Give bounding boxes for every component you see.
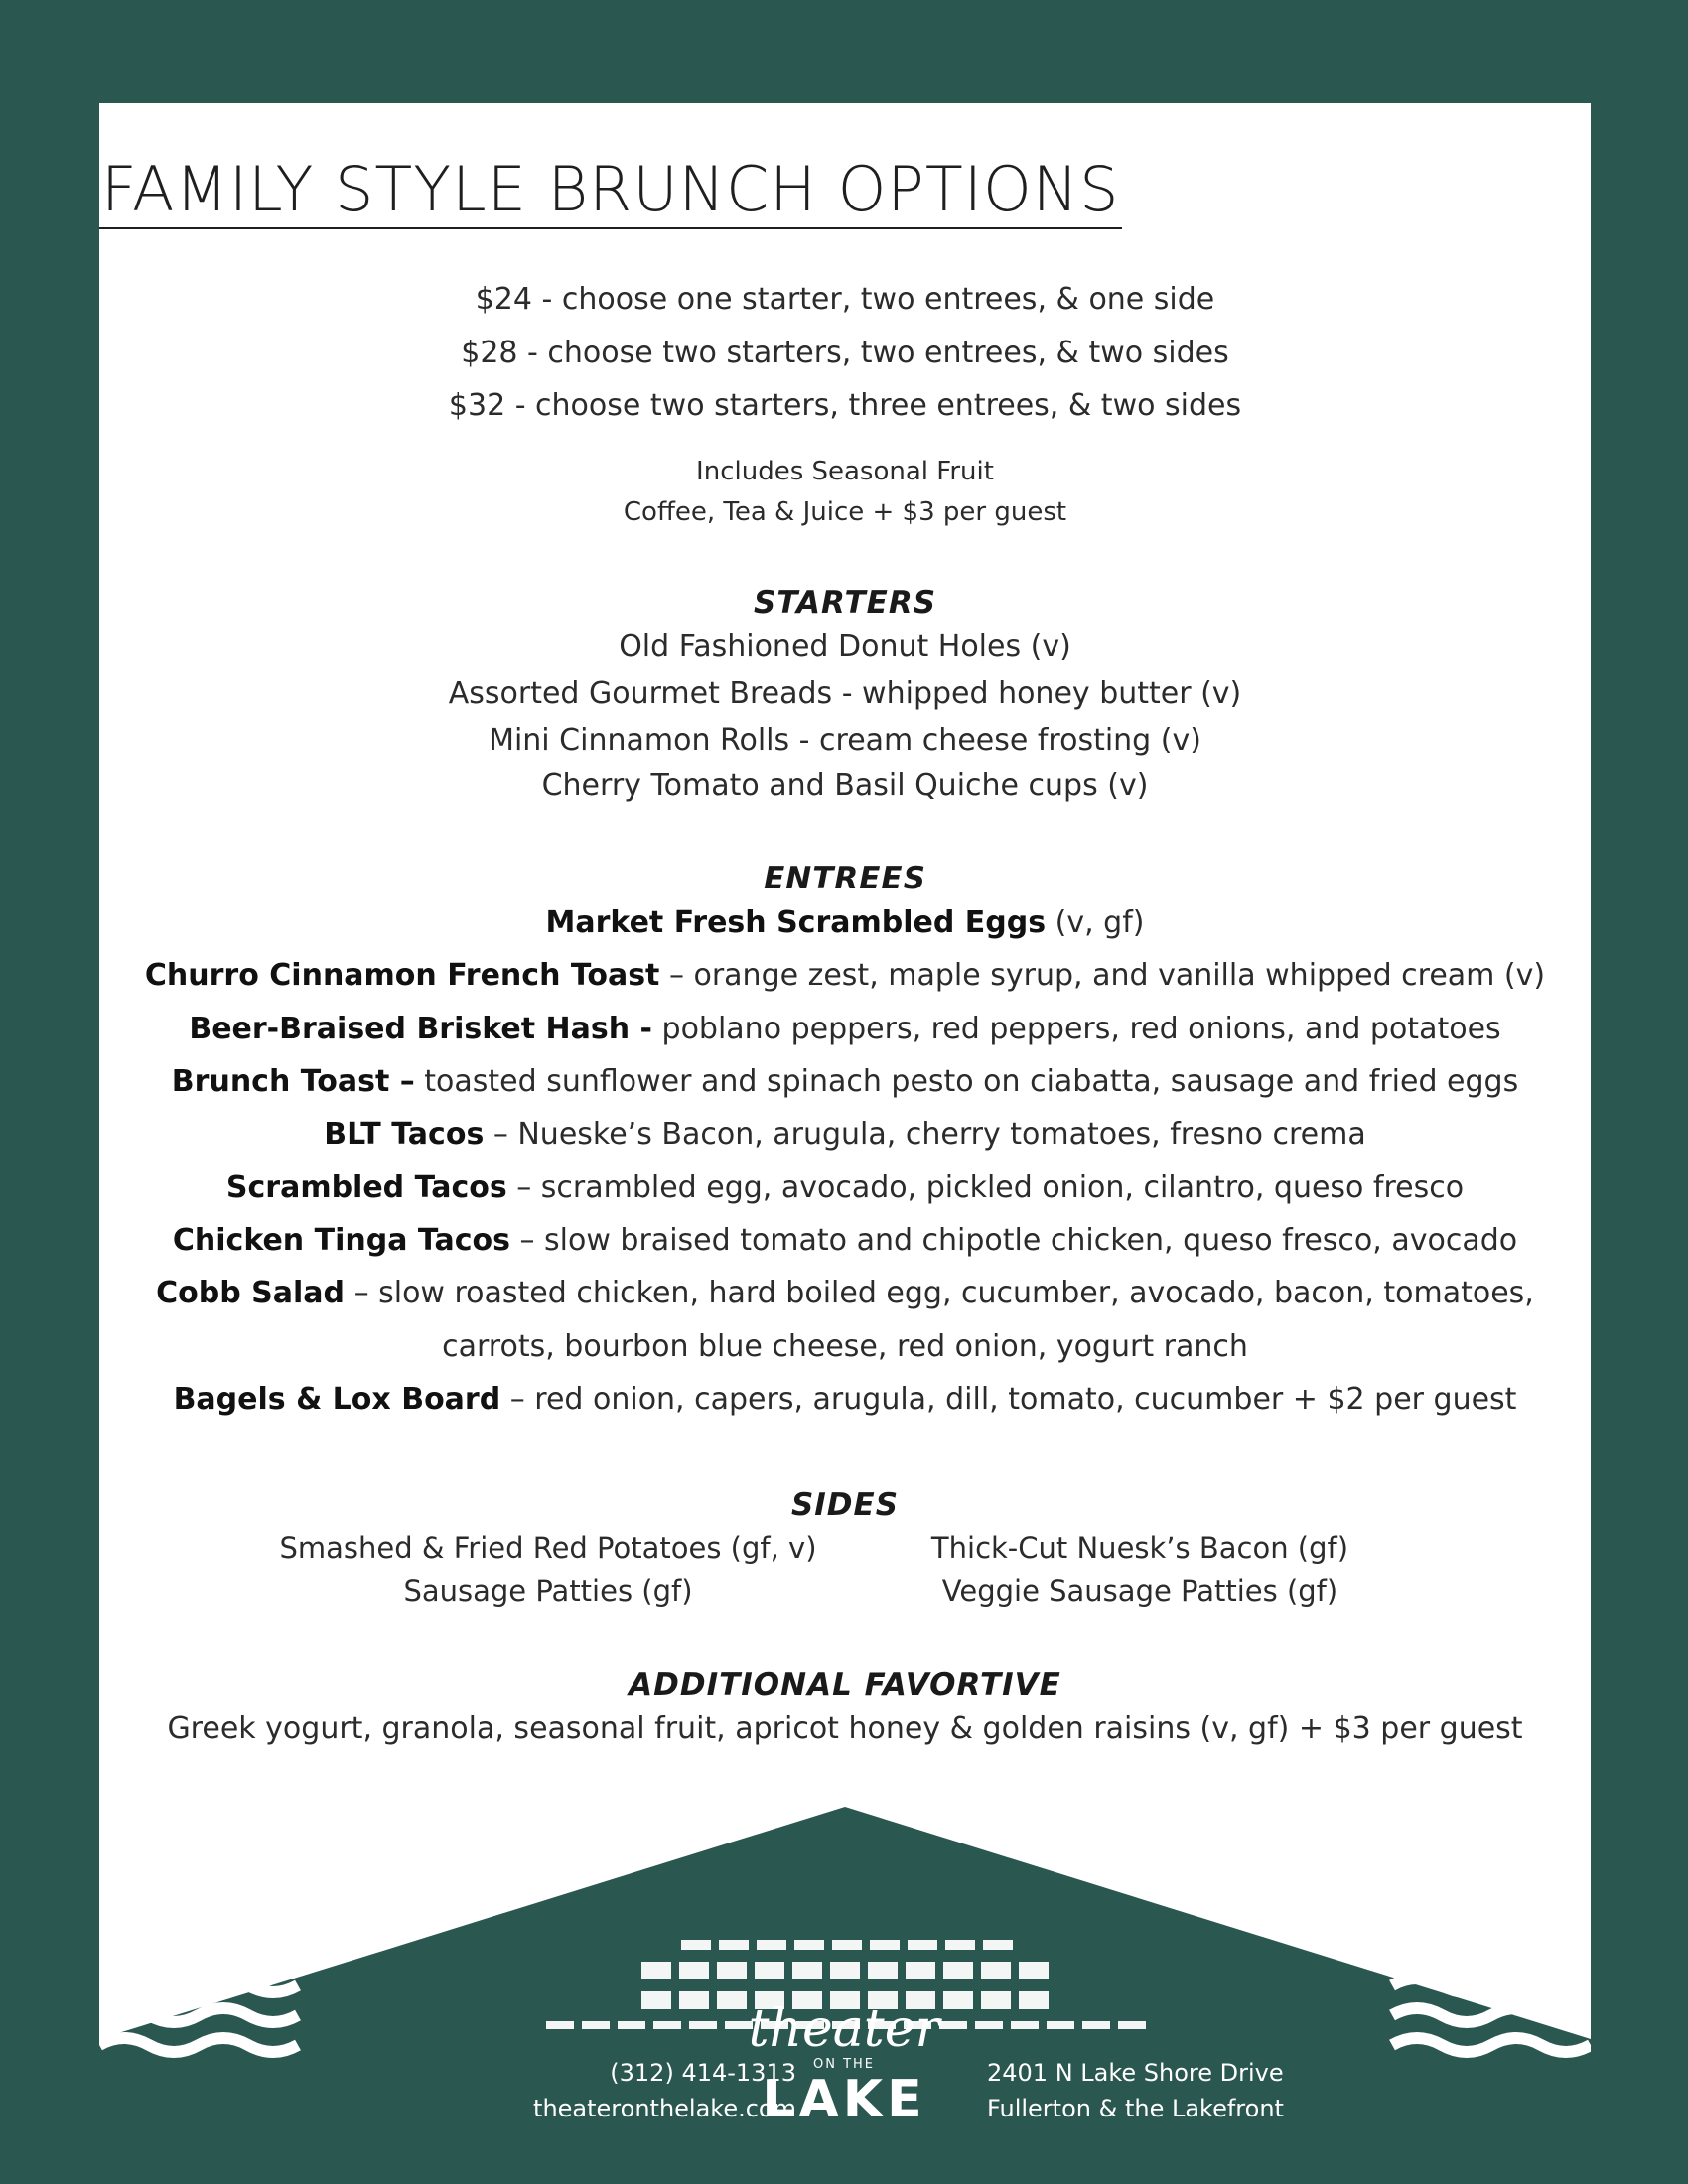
address-line-1: 2401 N Lake Shore Drive	[987, 2059, 1284, 2087]
starter-item: Assorted Gourmet Breads - whipped honey butter (v)	[448, 676, 1242, 711]
starter-item: Old Fashioned Donut Holes (v)	[619, 629, 1071, 664]
phone-number: (312) 414-1313	[610, 2059, 796, 2087]
footer-address	[987, 2055, 1315, 2126]
entree-item: Market Fresh Scrambled Eggs (v, gf)	[545, 905, 1145, 940]
entree-item: Scrambled Tacos – scrambled egg, avocado, pickled onion, cilantro, queso fresco	[225, 1170, 1465, 1205]
entree-item: Brunch Toast – toasted sunflower and spinach pesto on ciabatta, sausage and fried eggs	[171, 1064, 1519, 1099]
pricing-option-2: $28 - choose two starters, two entrees, & two sides	[461, 336, 1229, 370]
page-title: FAMILY STYLE BRUNCH OPTIONS	[99, 153, 1591, 225]
additional-item: Greek yogurt, granola, seasonal fruit, apricot honey & golden raisins (v, gf) + $3 per guest	[167, 1711, 1523, 1746]
additional-heading: ADDITIONAL FAVORTIVE	[629, 1667, 1061, 1703]
side-item: Veggie Sausage Patties (gf)	[941, 1574, 1338, 1608]
pricing-option-1: $24 - choose one starter, two entrees, & one side	[475, 282, 1215, 317]
starter-item: Cherry Tomato and Basil Quiche cups (v)	[541, 768, 1149, 803]
footer-roof-illustration	[99, 103, 1591, 2184]
entree-item: Beer-Braised Brisket Hash - poblano peppers, red peppers, red onions, and potatoes	[189, 1012, 1501, 1046]
entree-item: Cobb Salad – slow roasted chicken, hard boiled egg, cucumber, avocado, bacon, tomatoes,	[156, 1276, 1534, 1310]
side-item: Smashed & Fried Red Potatoes (gf, v)	[279, 1531, 817, 1565]
website-link[interactable]: theateronthelake.com	[533, 2095, 796, 2122]
theater-on-the-lake-logo: theater ON THE LAKE	[748, 1999, 940, 2129]
entree-item: Chicken Tinga Tacos – slow braised tomato and chipotle chicken, queso fresco, avocado	[172, 1223, 1518, 1258]
side-item: Sausage Patties (gf)	[403, 1574, 693, 1608]
menu-card	[99, 103, 1591, 2184]
side-item: Thick-Cut Nuesk’s Bacon (gf)	[930, 1531, 1349, 1565]
entree-item: Bagels & Lox Board – red onion, capers, arugula, dill, tomato, cucumber + $2 per guest	[173, 1382, 1517, 1417]
pricing-option-3: $32 - choose two starters, three entrees, & two sides	[448, 388, 1242, 423]
starters-heading: STARTERS	[753, 585, 937, 620]
entree-item-continued: carrots, bourbon blue cheese, red onion, yogurt ranch	[442, 1329, 1248, 1364]
entree-item: Churro Cinnamon French Toast – orange zest, maple syrup, and vanilla whipped cream (v)	[144, 958, 1546, 993]
address-line-2: Fullerton & the Lakefront	[987, 2095, 1284, 2122]
beverage-note: Coffee, Tea & Juice + $3 per guest	[623, 497, 1067, 527]
sides-heading: SIDES	[790, 1487, 900, 1523]
entrees-heading: ENTREES	[764, 861, 926, 896]
includes-note: Includes Seasonal Fruit	[696, 457, 994, 486]
starter-item: Mini Cinnamon Rolls - cream cheese frosting (v)	[489, 723, 1201, 757]
entree-item: BLT Tacos – Nueske’s Bacon, arugula, cherry tomatoes, fresno crema	[324, 1117, 1366, 1152]
